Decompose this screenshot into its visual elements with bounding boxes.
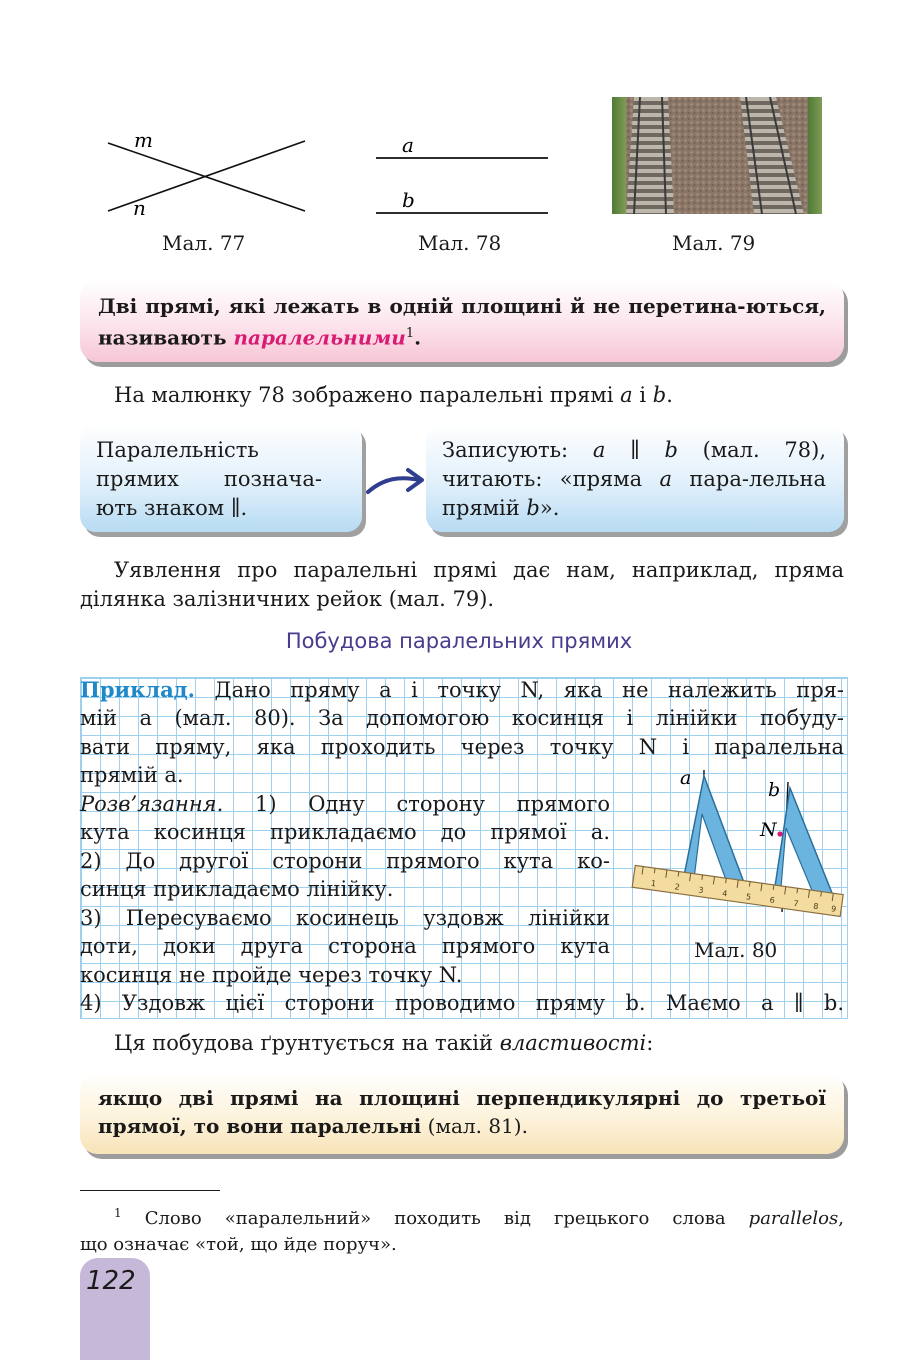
property-box	[80, 1072, 844, 1154]
notation-box-right	[426, 424, 844, 532]
solution-line-4: синця прикладаємо лінійку.	[80, 877, 394, 901]
figure-79-caption: Мал. 79	[672, 231, 756, 255]
ruler-tick-6: 6	[769, 895, 776, 906]
label-a: a	[680, 767, 692, 789]
definition-text: Дві прямі, які лежать в одній площині й не перетина-ються, називають паралельними$^1$.	[98, 294, 826, 350]
page-number: 122	[86, 1266, 136, 1296]
track-left	[626, 97, 674, 214]
solution-line-8: 4) Уздовж цієї сторони проводимо пряму b. Маємо a ∥ b.	[80, 991, 844, 1015]
solution-line-3: 2) До другої сторони прямого кута ко-	[80, 849, 610, 873]
footnote-mark: 1	[405, 326, 415, 341]
paragraph-railway: Уявлення про паралельні прямі дає нам, наприклад, пряма ділянка залізничних рейок (мал. 79).	[80, 558, 844, 611]
example-line-4: прямій a.	[80, 763, 184, 787]
label-b: b	[768, 779, 781, 801]
solution-label: Розв’язання.	[80, 792, 224, 816]
arrow-icon	[364, 462, 428, 498]
solution-line-6: доти, доки друга сторона прямого кута	[80, 934, 610, 958]
label-n: n	[133, 196, 146, 220]
figure-78-parallel-lines	[370, 130, 555, 220]
notation-right-text: Записують: a ∥ b (мал. 78), читають: «пряма a пара-лельна прямій b».	[442, 438, 827, 520]
figure-80-caption: Мал. 80	[694, 938, 778, 962]
ruler-tick-5: 5	[745, 892, 752, 902]
label-N: N	[760, 819, 777, 841]
point-N	[777, 831, 782, 836]
notation-box-left	[80, 424, 362, 532]
solution-line-5: 3) Пересуваємо косинець уздовж лінійки	[80, 906, 610, 930]
ruler-tick-3: 3	[697, 885, 705, 896]
notation-left-text: Паралельність прямих познача-ють знаком ∥.	[96, 438, 322, 520]
figure-79-railway-photo	[612, 97, 822, 214]
ruler-tick-7: 7	[792, 898, 800, 909]
ruler-tick-8: 8	[812, 901, 820, 912]
paragraph-fig78: На малюнку 78 зображено паралельні прямі a і b.	[114, 383, 673, 407]
label-a: a	[402, 133, 414, 157]
solution-line-2: кута косинця прикладаємо до прямої a.	[80, 820, 610, 844]
footnote-line-2: що означає «той, що йде поруч».	[80, 1234, 397, 1255]
figure-77-caption: Мал. 77	[162, 231, 246, 255]
solution-line-1: Розв’язання. 1) Одну сторону прямого	[80, 792, 610, 816]
ruler-tick-4: 4	[721, 888, 728, 899]
footnote-divider	[80, 1190, 220, 1191]
figure-78-caption: Мал. 78	[418, 231, 502, 255]
definition-term: паралельними	[233, 325, 406, 350]
label-b: b	[402, 188, 415, 212]
solution-line-7: косинця не пройде через точку N.	[80, 963, 463, 987]
property-text: якщо дві прямі на площині перпендикулярні до третьої прямої, то вони паралельні (мал. 81).	[98, 1086, 826, 1138]
ruler-tick-9: 9	[830, 904, 837, 914]
footnote-line-1: $^1$ Слово «паралельний» походить від грецького слова parallelos,	[114, 1206, 844, 1229]
paragraph-property-intro: Ця побудова ґрунтується на такій властивості:	[114, 1031, 654, 1055]
figure-77-intersecting-lines	[100, 125, 315, 225]
example-line-1: Приклад. Дано пряму a і точку N, яка не належить пря-	[80, 677, 844, 702]
definition-box	[80, 280, 844, 362]
ruler-tick-2: 2	[674, 882, 681, 892]
example-line-2: мій a (мал. 80). За допомогою косинця і лінійки побуду-	[80, 706, 844, 730]
figure-80-triangle-ruler	[628, 766, 848, 936]
ruler-tick-1: 1	[650, 878, 657, 889]
section-title: Побудова паралельних прямих	[285, 629, 633, 653]
example-label: Приклад.	[80, 677, 195, 702]
example-line-3: вати пряму, яка проходить через точку N і паралельна	[80, 735, 844, 759]
footnote	[80, 1200, 844, 1258]
label-m: m	[134, 128, 153, 152]
